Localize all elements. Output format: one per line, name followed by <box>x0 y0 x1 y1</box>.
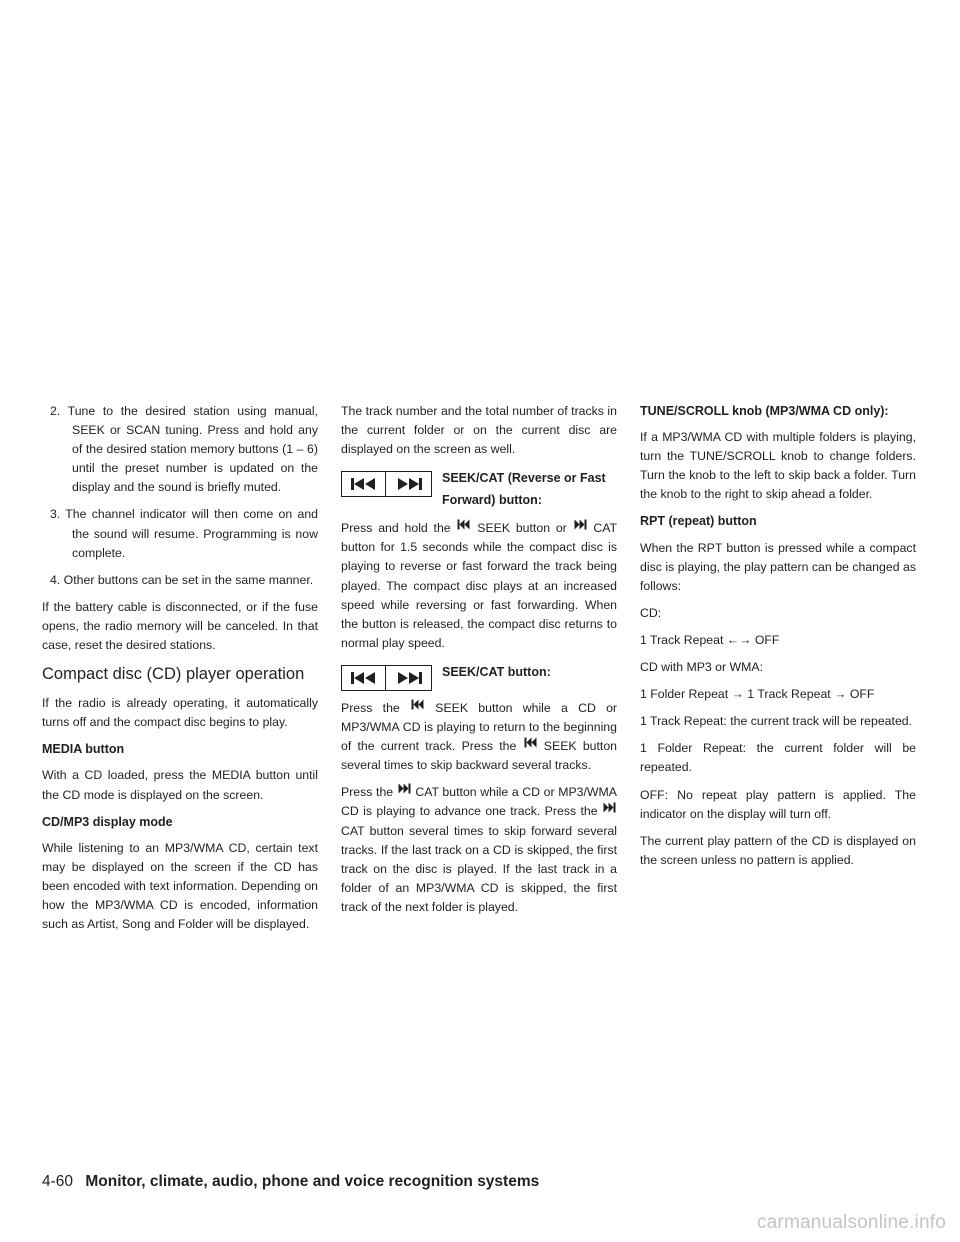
folder-repeat-text: 1 Folder Repeat: the current folder will be repeated. <box>640 741 916 775</box>
step-3: 3. The channel indicator will then come on and the sound will resume. Programming is now complete. <box>50 507 318 560</box>
column-middle <box>341 402 617 925</box>
skip-back-icon <box>349 671 379 685</box>
skip-back-icon <box>411 699 424 710</box>
rpt-text: When the RPT button is pressed while a compact disc is playing, the play pattern can be changed as follows: <box>640 540 916 593</box>
step-2: 2. Tune to the desired station using manual, SEEK or SCAN tuning. Press and hold any of the desired station memory buttons (1 – 6) until the preset number is updated on the display and the sound is briefly muted. <box>50 404 318 495</box>
press-hold-text-b: SEEK button or <box>477 521 567 536</box>
current-pattern-text: The current play pattern of the CD is displayed on the screen unless no pattern is applied. <box>640 833 916 867</box>
press-hold-text-a: Press and hold the <box>341 521 451 536</box>
page-number: 4-60 <box>42 1173 74 1190</box>
track-repeat-text: 1 Track Repeat: the current track will be repeated. <box>640 714 913 729</box>
skip-forward-icon <box>394 477 424 491</box>
seek-cat-button-graphic <box>341 471 432 497</box>
tune-scroll-heading: TUNE/SCROLL knob (MP3/WMA CD only): <box>640 404 889 418</box>
seek-cat-label: SEEK/CAT button: <box>442 664 551 679</box>
cd-pattern: 1 Track Repeat ←→ OFF <box>640 632 780 647</box>
page-footer <box>42 1173 539 1191</box>
tune-scroll-text: If a MP3/WMA CD with multiple folders is playing, turn the TUNE/SCROLL knob to change folders. Turn the knob to the left to skip back a folder. Turn the knob to the right to skip ahead a folder. <box>640 430 916 502</box>
seek-text-b: SEEK button while a CD or MP3/WMA CD is playing to return to the beginning of the current track. Press the <box>341 700 618 754</box>
cat-button-box <box>386 665 432 691</box>
battery-note: If the battery cable is disconnected, or if the fuse opens, the radio memory will be canceled. In that case, reset the desired stations. <box>42 599 318 653</box>
track-info-text: The track number and the total number of tracks in the current folder or on the current disc are displayed on the screen as well. <box>341 404 617 457</box>
skip-forward-icon <box>394 671 424 685</box>
media-heading: MEDIA button <box>42 742 125 757</box>
seek-button-box <box>341 665 386 691</box>
skip-back-icon <box>524 737 537 748</box>
rpt-heading: RPT (repeat) button <box>640 514 757 529</box>
cd-label: CD: <box>640 605 662 620</box>
watermark: carmanualsonline.info <box>756 1212 946 1233</box>
seek-cat-button-figure <box>341 661 617 691</box>
column-right <box>640 402 916 878</box>
seek-cat-ff-button-figure <box>341 467 617 511</box>
seek-button-box <box>341 471 386 497</box>
cat-text-a: Press the <box>341 785 394 800</box>
cat-button-box <box>386 471 432 497</box>
seek-text-a: Press the <box>341 700 400 715</box>
media-text: With a CD loaded, press the MEDIA button until the CD mode is displayed on the screen. <box>42 768 318 802</box>
skip-back-icon <box>349 477 379 491</box>
step-4: 4. Other buttons can be set in the same manner. <box>50 572 314 587</box>
cat-paragraph <box>341 783 617 917</box>
skip-forward-icon <box>574 519 587 530</box>
skip-back-icon <box>457 519 470 530</box>
display-mode-text: While listening to an MP3/WMA CD, certain text may be displayed on the screen if the CD has been encoded with text information. Depending on how the MP3/WMA CD is encoded, information such as Artist, Song and Folder will be displayed. <box>42 840 318 932</box>
seek-paragraph <box>341 699 617 775</box>
press-hold-paragraph <box>341 519 617 653</box>
section-title: Compact disc (CD) player operation <box>42 665 305 684</box>
mp3-label: CD with MP3 or WMA: <box>640 660 763 675</box>
press-hold-text-c: CAT button for 1.5 seconds while the compact disc is playing to reverse or fast forward the track being played. The compact disc plays at an increased speed while reversing or fast forwarding. When the button is released, the compact disc returns to normal play speed. <box>341 521 618 650</box>
column-left <box>42 402 318 942</box>
cat-text-c: CAT button several times to skip forward several tracks. If the last track on a CD is skipped, the first track on the disc is played. If the last track in a folder of an MP3/WMA CD is skipped, the first track of the next folder is played. <box>341 823 617 914</box>
section-intro: If the radio is already operating, it automatically turns off and the compact disc begins to play. <box>42 696 318 730</box>
seek-text-c: SEEK button several times to skip backward several tracks. <box>341 739 618 773</box>
seek-cat-ff-label: SEEK/CAT (Reverse or Fast Forward) button: <box>442 471 606 508</box>
skip-forward-icon <box>603 802 616 813</box>
mp3-pattern: 1 Folder Repeat → 1 Track Repeat → OFF <box>640 687 875 702</box>
display-mode-heading: CD/MP3 display mode <box>42 814 173 829</box>
skip-forward-icon <box>398 783 411 794</box>
cat-text-b: CAT button while a CD or MP3/WMA CD is playing to advance one track. Press the <box>341 785 617 819</box>
off-text: OFF: No repeat play pattern is applied. The indicator on the display will turn off. <box>640 787 916 821</box>
chapter-title: Monitor, climate, audio, phone and voice recognition systems <box>85 1173 540 1190</box>
seek-cat-button-graphic <box>341 665 432 691</box>
